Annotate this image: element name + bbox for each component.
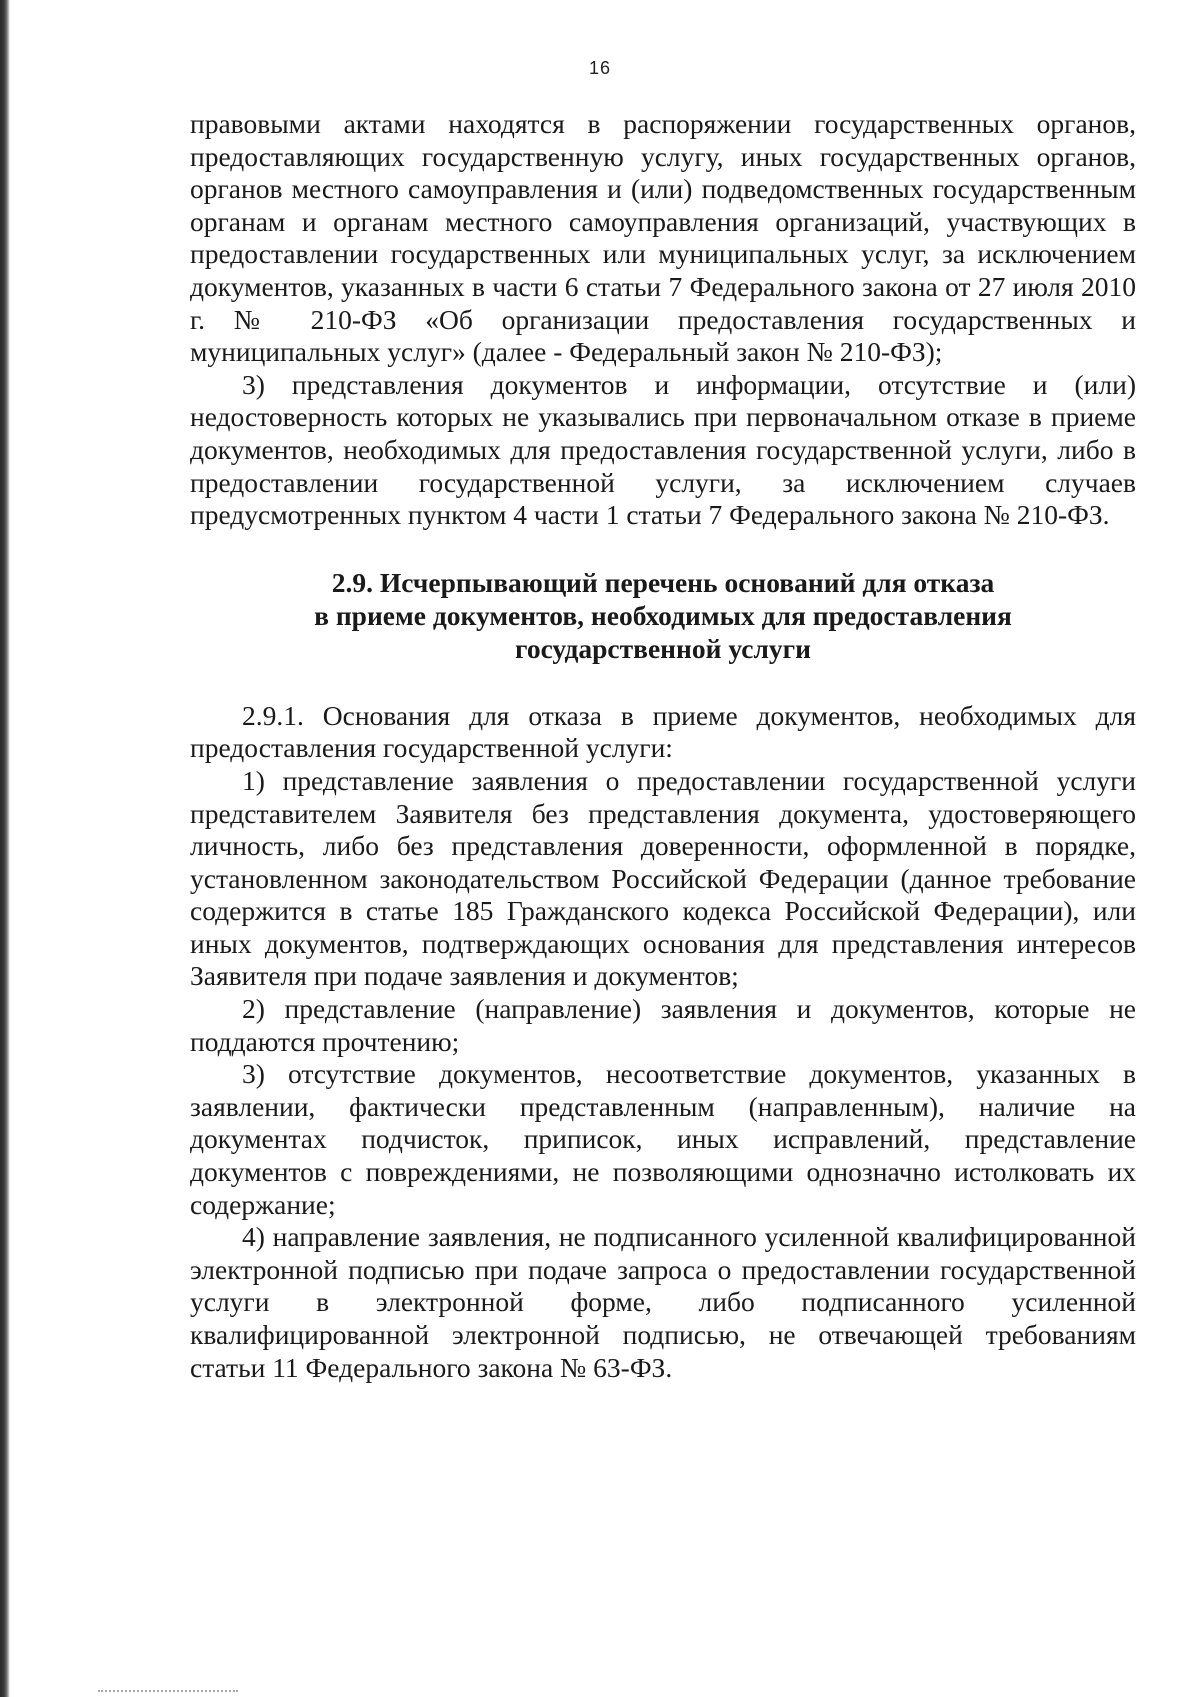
paragraph-2-9-1: 2.9.1. Основания для отказа в приеме документов, необходимых для предоставления государственной услуги: (190, 699, 1136, 764)
section-heading (190, 566, 1136, 665)
section-heading-line-3: государственной услуги (515, 632, 811, 664)
list-item-1: 1) представление заявления о предоставлении государственной услуги представителем Заявителя без представления документа, удостоверяющего личность, либо без представления доверенности, оформленной в порядке, установленном законодательством Российской Федерации (данное требование содержится в статье 185 Гражданского кодекса Российской Федерации), или иных документов, подтверждающих основания для представления интересов Заявителя при подаче заявления и документов; (190, 764, 1136, 992)
section-heading-line-2: в приеме документов, необходимых для предоставления (314, 599, 1012, 631)
paragraph-item-3: 3) представления документов и информации, отсутствие и (или) недостоверность которых не указывались при первоначальном отказе в приеме документов, необходимых для предоставления государственной услуги, либо в предоставлении государственной услуги, за исключением случаев предусмотренных пунктом 4 части 1 статьи 7 Федерального закона № 210-ФЗ. (190, 368, 1136, 531)
paragraph-continuation: правовыми актами находятся в распоряжении государственных органов, предоставляющих государственную услугу, иных государственных органов, органов местного самоуправления и (или) подведомственных государственным органам и органам местного самоуправления организаций, участвующих в предоставлении государственных или муниципальных услуг, за исключением документов, указанных в части 6 статьи 7 Федерального закона от 27 июля 2010 г. № 210-ФЗ «Об организации предоставления государственных и муниципальных услуг» (далее - Федеральный закон № 210-ФЗ); (190, 108, 1136, 368)
section-heading-line-1: 2.9. Исчерпывающий перечень оснований для отказа (331, 566, 995, 598)
document-body (190, 108, 1136, 1384)
page-number: 16 (588, 58, 612, 78)
list-item-4: 4) направление заявления, не подписанного усиленной квалифицированной электронной подписью при подаче запроса о предоставлении государственной услуги в электронной форме, либо подписанного усиленной квалифицированной электронной подписью, не отвечающей требованиям статьи 11 Федерального закона № 63-ФЗ. (190, 1221, 1136, 1383)
scan-left-edge (0, 0, 10, 1697)
scan-artifact (98, 1686, 238, 1692)
list-item-3: 3) отсутствие документов, несоответствие документов, указанных в заявлении, фактически представленным (направленным), наличие на документах подчисток, приписок, иных исправлений, представление документов с повреждениями, не позволяющими однозначно истолковать их содержание; (190, 1058, 1136, 1220)
list-item-2: 2) представление (направление) заявления и документов, которые не поддаются прочтению; (190, 993, 1136, 1057)
